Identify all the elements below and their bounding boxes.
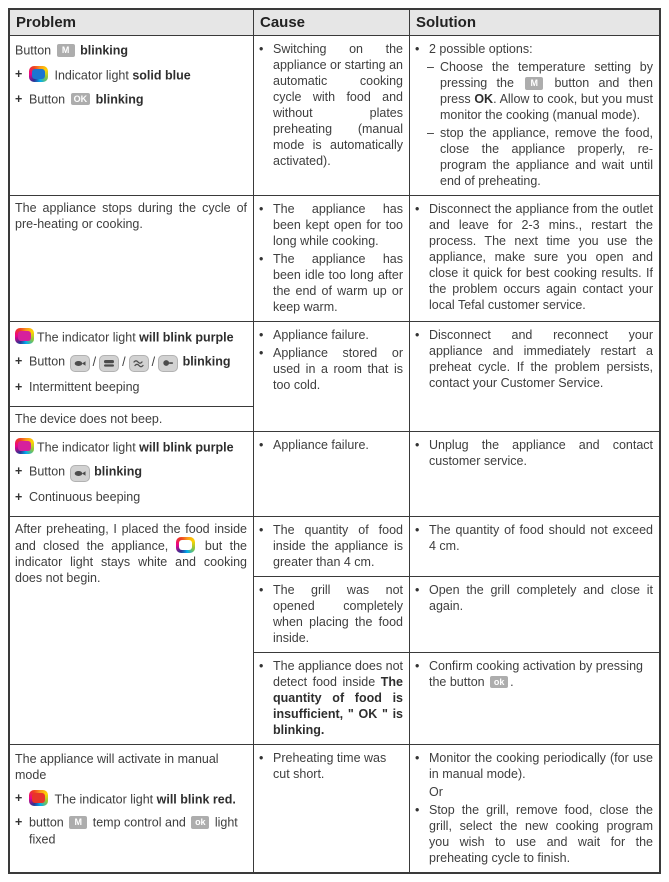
subrow-no-food-detected	[253, 652, 659, 744]
bullet: •	[415, 522, 420, 537]
solution-item	[415, 327, 653, 391]
solution-text: button and then press	[440, 76, 653, 107]
dash: –	[427, 126, 434, 141]
cause-text: The appliance has been kept open for too long while cooking.	[273, 202, 403, 249]
cause-cell	[253, 517, 409, 576]
problem-text: The indicator light	[54, 792, 154, 807]
solution-item	[415, 437, 653, 469]
cause-item	[259, 437, 403, 453]
problem-text: After preheating, I placed the food inside and closed the appliance,	[15, 521, 247, 553]
cause-text: Switching on the appliance or starting an automatic cooking cycle with food and without plates preheating (manual mode is automatically activated).	[273, 42, 403, 169]
program-bacon-icon	[129, 355, 149, 372]
cause-cell	[253, 432, 409, 516]
solution-cell	[409, 322, 659, 431]
bullet: •	[259, 658, 264, 673]
bullet: •	[415, 802, 420, 817]
solution-cell	[409, 745, 659, 872]
plus-sign: +	[15, 379, 23, 394]
solution-text: Disconnect the appliance from the outlet and leave for 2-3 mins., restart the process. The next time you use the appliance, make sure you open and close it quick for best cooking results. If the problem occurs again contact your local Tefal customer service.	[429, 202, 653, 313]
plus-sign: +	[15, 815, 23, 830]
program-poultry-icon	[158, 355, 178, 372]
cause-item	[259, 327, 403, 343]
problem-text: Intermittent beeping	[29, 379, 140, 394]
plus-sign: +	[15, 489, 23, 504]
cause-item	[259, 41, 403, 169]
problem-text: Indicator light	[54, 68, 129, 83]
indicator-light-white-icon	[176, 537, 195, 553]
problem-cell	[10, 36, 253, 195]
solution-text: Stop the grill, remove food, close the grill, select the new cooking program you wish to use and wait for the preheating cycle to finish.	[429, 802, 653, 865]
cause-bold-text: The quantity of food is insufficient, " OK " is blinking.	[273, 674, 403, 737]
indicator-light-red-icon	[29, 790, 48, 806]
problem-text: Button	[15, 43, 52, 58]
header-cause: Cause	[253, 10, 409, 35]
problem-cell: The appliance stops during the cycle of pre-heating or cooking.	[15, 201, 247, 232]
problem-cell	[10, 432, 253, 516]
bullet: •	[415, 202, 420, 217]
cause-item	[259, 750, 403, 782]
cause-item	[259, 522, 403, 570]
problem-bold-text: solid blue	[132, 68, 191, 83]
problem-line	[15, 463, 247, 482]
problem-bold-text: blinking	[182, 354, 231, 369]
ok-button-icon: ok	[191, 816, 209, 829]
program-fish-icon	[70, 465, 90, 482]
problem-bold-text: blinking	[95, 92, 144, 107]
solution-text: Or	[429, 784, 443, 799]
problem-text: light fixed	[29, 816, 238, 847]
solution-cell	[409, 517, 659, 576]
solution-item	[415, 41, 653, 57]
problem-bold-text: blinking	[94, 464, 143, 479]
header-problem: Problem	[16, 14, 77, 31]
solution-or-line	[415, 784, 653, 800]
problem-column	[10, 322, 253, 431]
bullet: •	[259, 202, 264, 217]
cause-text: The appliance does not detect food inside	[273, 658, 403, 689]
problem-text: The indicator light	[37, 330, 136, 345]
indicator-light-blue-icon	[29, 66, 48, 82]
cause-text: The grill was not opened completely when placing the food inside.	[273, 582, 403, 645]
problem-bold-text: will blink purple	[139, 440, 234, 455]
solution-bold-text: OK	[474, 92, 494, 107]
problem-cell	[10, 517, 253, 744]
cause-item	[259, 201, 403, 249]
problem-line	[15, 66, 247, 84]
solution-item	[415, 750, 653, 782]
problem-line	[15, 328, 247, 346]
problem-line	[15, 379, 247, 395]
solution-option	[415, 125, 653, 189]
cause-item	[259, 658, 403, 738]
solution-option	[415, 59, 653, 123]
troubleshooting-table	[8, 8, 661, 874]
problem-text: Continuous beeping	[29, 489, 141, 504]
bullet: •	[259, 582, 264, 597]
cause-cell	[253, 36, 409, 195]
bullet: •	[259, 437, 264, 452]
row-light-stays-white	[10, 516, 659, 744]
bullet: •	[415, 750, 420, 765]
solution-text: .	[510, 674, 514, 689]
ok-button-icon: OK	[71, 93, 91, 106]
problem-text: but the indicator light stays white and cooking does not begin.	[15, 538, 247, 585]
problem-line	[15, 42, 247, 59]
solution-cell	[409, 196, 659, 321]
problem-line	[15, 751, 247, 783]
solution-cell	[409, 36, 659, 195]
cause-cell	[253, 653, 409, 744]
solution-text: Open the grill completely and close it again.	[429, 582, 653, 613]
program-fish-icon	[70, 355, 90, 372]
m-button-icon: M	[525, 77, 543, 90]
bullet: •	[259, 328, 264, 343]
bullet: •	[259, 750, 264, 765]
bullet: •	[415, 437, 420, 452]
problem-line	[15, 91, 247, 108]
row-appliance-stops	[10, 195, 659, 321]
solution-cell	[409, 432, 659, 516]
plus-sign: +	[15, 353, 23, 368]
cause-item	[259, 345, 403, 393]
solution-cell	[409, 653, 659, 744]
bullet: •	[259, 42, 264, 57]
problem-subcell: The device does not beep.	[10, 406, 253, 431]
problem-line	[15, 489, 247, 505]
indicator-light-purple-icon	[15, 438, 34, 454]
cause-item	[259, 582, 403, 646]
solution-text: . Allow to cook, but you must monitor the cooking (manual mode).	[440, 92, 653, 123]
problem-bold-text: will blink red.	[156, 792, 236, 807]
ok-button-icon: ok	[490, 676, 508, 689]
problem-text: The appliance will activate in manual mode	[15, 751, 219, 782]
m-button-icon: M	[57, 44, 75, 57]
cause-cell	[253, 577, 409, 652]
subrow-quantity	[253, 517, 659, 576]
problem-bold-text: will blink purple	[139, 330, 234, 345]
solution-cell	[409, 577, 659, 652]
solution-item	[415, 802, 653, 866]
subrow-grill-open	[253, 576, 659, 652]
problem-line	[15, 790, 247, 808]
row-m-blinking	[10, 35, 659, 195]
row-blink-purple-continuous	[10, 431, 659, 516]
program-burger-icon	[99, 355, 119, 372]
problem-text: temp control and	[92, 816, 186, 830]
solution-text: Choose the temperature setting by pressing the	[440, 60, 653, 91]
solution-text: 2 possible options:	[429, 42, 533, 57]
cause-solution-subgrid	[253, 517, 659, 744]
header-solution: Solution	[409, 10, 659, 35]
solution-item	[415, 201, 653, 313]
cause-text: Appliance failure.	[273, 328, 369, 343]
bullet: •	[259, 252, 264, 267]
solution-item	[415, 582, 653, 614]
bullet: •	[415, 42, 420, 57]
problem-line	[15, 438, 247, 456]
solution-text: Unplug the appliance and contact customer service.	[429, 437, 653, 468]
problem-cell	[10, 745, 253, 872]
problem-bold-text: blinking	[80, 43, 129, 58]
m-button-icon: M	[69, 816, 87, 829]
problem-line	[15, 353, 247, 372]
cause-cell	[253, 745, 409, 872]
solution-text: stop the appliance, remove the food, close the appliance properly, re-program the appliance and wait until end of preheating.	[440, 126, 653, 189]
header-row	[10, 10, 659, 35]
cause-text: The appliance has been idle too long after the end of warm up or keep warm.	[273, 252, 403, 315]
slash-separator: /	[92, 354, 97, 369]
row-blink-purple-intermittent	[10, 321, 659, 431]
problem-line	[15, 814, 247, 847]
bullet: •	[259, 522, 264, 537]
cause-item	[259, 251, 403, 315]
cause-text: Appliance failure.	[273, 437, 369, 452]
cause-text: Preheating time was cut short.	[273, 750, 387, 781]
bullet: •	[259, 346, 264, 361]
problem-text: Button	[29, 464, 66, 479]
bullet: •	[415, 582, 420, 597]
bullet: •	[415, 328, 420, 343]
solution-text: Disconnect and reconnect your appliance and immediately restart a preheat cycle. If the problem persists, contact your Customer Service.	[429, 328, 653, 391]
indicator-light-purple-icon	[15, 328, 34, 344]
plus-sign: +	[15, 790, 23, 805]
cause-cell	[253, 196, 409, 321]
solution-text: Confirm cooking activation by pressing the button	[429, 658, 643, 689]
plus-sign: +	[15, 463, 23, 478]
solution-item	[415, 522, 653, 554]
problem-cell	[10, 322, 253, 406]
row-manual-mode-blink-red	[10, 744, 659, 872]
plus-sign: +	[15, 91, 23, 106]
solution-text: The quantity of food should not exceed 4 cm.	[429, 522, 653, 553]
plus-sign: +	[15, 66, 23, 81]
cause-text: The quantity of food inside the appliance is greater than 4 cm.	[273, 522, 403, 569]
solution-item	[415, 658, 653, 690]
solution-text: Monitor the cooking periodically (for use in manual mode).	[429, 750, 653, 781]
problem-text: button	[29, 816, 64, 830]
dash: –	[427, 60, 434, 75]
problem-text: Button	[29, 354, 66, 369]
cause-text: Appliance stored or used in a room that is too cold.	[273, 346, 403, 393]
slash-separator: /	[151, 354, 156, 369]
problem-text: The indicator light	[37, 440, 136, 455]
cause-cell	[253, 322, 409, 431]
bullet: •	[415, 658, 420, 673]
problem-text: Button	[29, 92, 66, 107]
slash-separator: /	[122, 354, 126, 369]
